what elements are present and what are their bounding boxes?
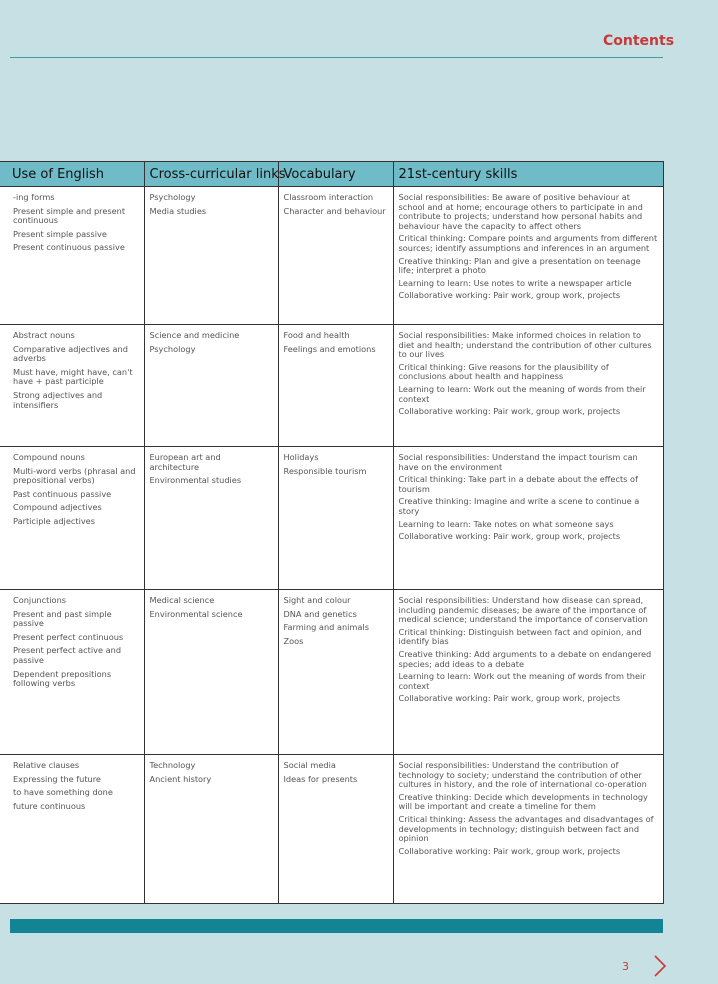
chevron-right-icon[interactable] — [650, 954, 670, 978]
skill-item: Learning to learn: Work out the meaning of words from their context — [398, 671, 646, 691]
list-item: Sight and colour — [283, 595, 351, 605]
use-of-english-cell — [0, 447, 144, 590]
list-item: Ancient history — [149, 773, 212, 784]
skill-item: Social responsibilities: Understand the contribution of technology to society; understand the contribution of other cultures in history, and the role of international co-operation — [398, 760, 647, 790]
header-divider — [10, 57, 663, 58]
cross-curricular-cell — [144, 755, 278, 904]
use-of-english-cell — [0, 187, 144, 325]
list-item: Ideas for presents — [283, 773, 358, 784]
skill-item: Creative thinking: Add arguments to a debate on endangered species; add ideas to a debate — [398, 648, 652, 669]
list-item: Zoos — [283, 635, 304, 646]
list-item: Present perfect continuous — [13, 631, 124, 642]
skill-item: Critical thinking: Assess the advantages and disadvantages of developments in technology; distinguish between fact and opinion — [398, 813, 654, 844]
table-row — [0, 325, 663, 447]
list-item: Environmental science — [149, 608, 243, 619]
list-item: Science and medicine — [149, 330, 240, 340]
page-title: Contents — [603, 33, 675, 49]
list-item: Feelings and emotions — [283, 343, 376, 354]
skill-item: Critical thinking: Give reasons for the plausibility of conclusions about health and happiness — [398, 361, 609, 382]
skill-item: Social responsibilities: Be aware of positive behaviour at school and at home; encourage others to participate in and contribute to projects; understand how personal habits and behaviour have the capacity to affect others — [398, 192, 643, 231]
column-header-cross-curricular: Cross-curricular links — [144, 162, 278, 187]
skill-item: Social responsibilities: Understand how disease can spread, including pandemic diseases; be aware of the importance of medical science; understand the importance of conservation — [398, 595, 648, 625]
use-of-english-cell — [0, 325, 144, 447]
list-item: Strong adjectives and intensifiers — [13, 389, 103, 410]
vocabulary-cell — [278, 447, 393, 590]
list-item: Farming and animals — [283, 622, 369, 633]
list-item: Comparative adjectives and adverbs — [13, 343, 128, 364]
skill-item: Critical thinking: Compare points and arguments from different sources; identify assumptions and inferences in an argument — [398, 233, 658, 253]
list-item: Conjunctions — [13, 595, 67, 605]
skill-item: Creative thinking: Plan and give a presentation on teenage life; interpret a photo — [398, 255, 641, 276]
skill-item: Critical thinking: Distinguish between fact and opinion, and identify bias — [398, 626, 642, 647]
table-row — [0, 187, 663, 325]
footer-bar — [10, 919, 663, 933]
skill-item: Learning to learn: Work out the meaning of words from their context — [398, 383, 646, 404]
list-item: Present and past simple passive — [13, 608, 112, 629]
cross-curricular-cell — [144, 590, 278, 755]
list-item: Present continuous passive — [13, 242, 125, 253]
list-item: Holidays — [283, 452, 319, 462]
list-item: Relative clauses — [13, 760, 80, 770]
list-item: DNA and genetics — [283, 608, 357, 619]
use-of-english-cell — [0, 590, 144, 755]
vocabulary-cell — [278, 755, 393, 904]
skill-item: Learning to learn: Use notes to write a newspaper article — [398, 277, 632, 288]
cross-curricular-cell — [144, 187, 278, 325]
column-header-skills: 21st-century skills — [393, 162, 663, 187]
cross-curricular-cell — [144, 325, 278, 447]
skill-item: Critical thinking: Take part in a debate about the effects of tourism — [398, 474, 638, 494]
contents-table — [0, 161, 664, 904]
list-item: Present perfect active and passive — [13, 645, 122, 665]
list-item: Classroom interaction — [283, 192, 374, 202]
list-item: Responsible tourism — [283, 465, 367, 476]
list-item: Present simple passive — [13, 228, 107, 239]
list-item: Present simple and present continuous — [13, 205, 126, 226]
list-item: -ing forms — [13, 192, 55, 202]
skill-item: Creative thinking: Imagine and write a scene to continue a story — [398, 496, 640, 516]
list-item: Must have, might have, can't have + past participle — [13, 366, 133, 387]
list-item: Character and behaviour — [283, 205, 386, 216]
skills-cell — [393, 447, 663, 590]
table-row — [0, 755, 663, 904]
list-item: Expressing the future — [13, 773, 101, 784]
skill-item: Creative thinking: Decide which developments in technology will be important and create a timeline for them — [398, 791, 648, 812]
skills-cell — [393, 187, 663, 325]
skills-cell — [393, 590, 663, 755]
list-item: Food and health — [283, 330, 350, 340]
list-item: future continuous — [13, 800, 86, 811]
vocabulary-cell — [278, 187, 393, 325]
list-item: to have something done — [13, 787, 113, 798]
page-number: 3 — [622, 960, 629, 973]
list-item: Participle adjectives — [13, 515, 95, 526]
skill-item: Learning to learn: Take notes on what someone says — [398, 518, 614, 529]
column-header-vocabulary: Vocabulary — [278, 162, 393, 187]
skill-item: Collaborative working: Pair work, group work, projects — [398, 693, 621, 704]
list-item: Compound adjectives — [13, 502, 102, 513]
list-item: Abstract nouns — [13, 330, 75, 340]
vocabulary-cell — [278, 590, 393, 755]
list-item: Technology — [149, 760, 196, 770]
list-item: Psychology — [149, 192, 196, 202]
list-item: European art and architecture — [149, 452, 221, 472]
skill-item: Collaborative working: Pair work, group work, projects — [398, 290, 621, 301]
list-item: Social media — [283, 760, 336, 770]
skill-item: Collaborative working: Pair work, group work, projects — [398, 531, 621, 542]
list-item: Psychology — [149, 343, 196, 354]
use-of-english-cell — [0, 755, 144, 904]
skills-cell — [393, 755, 663, 904]
list-item: Compound nouns — [13, 452, 85, 462]
list-item: Multi-word verbs (phrasal and prepositional verbs) — [13, 465, 136, 486]
list-item: Media studies — [149, 205, 207, 216]
list-item: Environmental studies — [149, 475, 242, 486]
list-item: Past continuous passive — [13, 488, 112, 499]
table-header-row — [0, 162, 663, 187]
list-item: Dependent prepositions following verbs — [13, 668, 112, 689]
vocabulary-cell — [278, 325, 393, 447]
list-item: Medical science — [149, 595, 215, 605]
skill-item: Social responsibilities: Make informed choices in relation to diet and health; understand the contribution of other cultures to our lives — [398, 330, 652, 360]
skill-item: Collaborative working: Pair work, group work, projects — [398, 406, 621, 417]
skill-item: Social responsibilities: Understand the impact tourism can have on the environment — [398, 452, 638, 472]
skill-item: Collaborative working: Pair work, group work, projects — [398, 845, 621, 856]
table-row — [0, 590, 663, 755]
column-header-use-of-english: Use of English — [0, 162, 144, 187]
table-row — [0, 447, 663, 590]
cross-curricular-cell — [144, 447, 278, 590]
skills-cell — [393, 325, 663, 447]
